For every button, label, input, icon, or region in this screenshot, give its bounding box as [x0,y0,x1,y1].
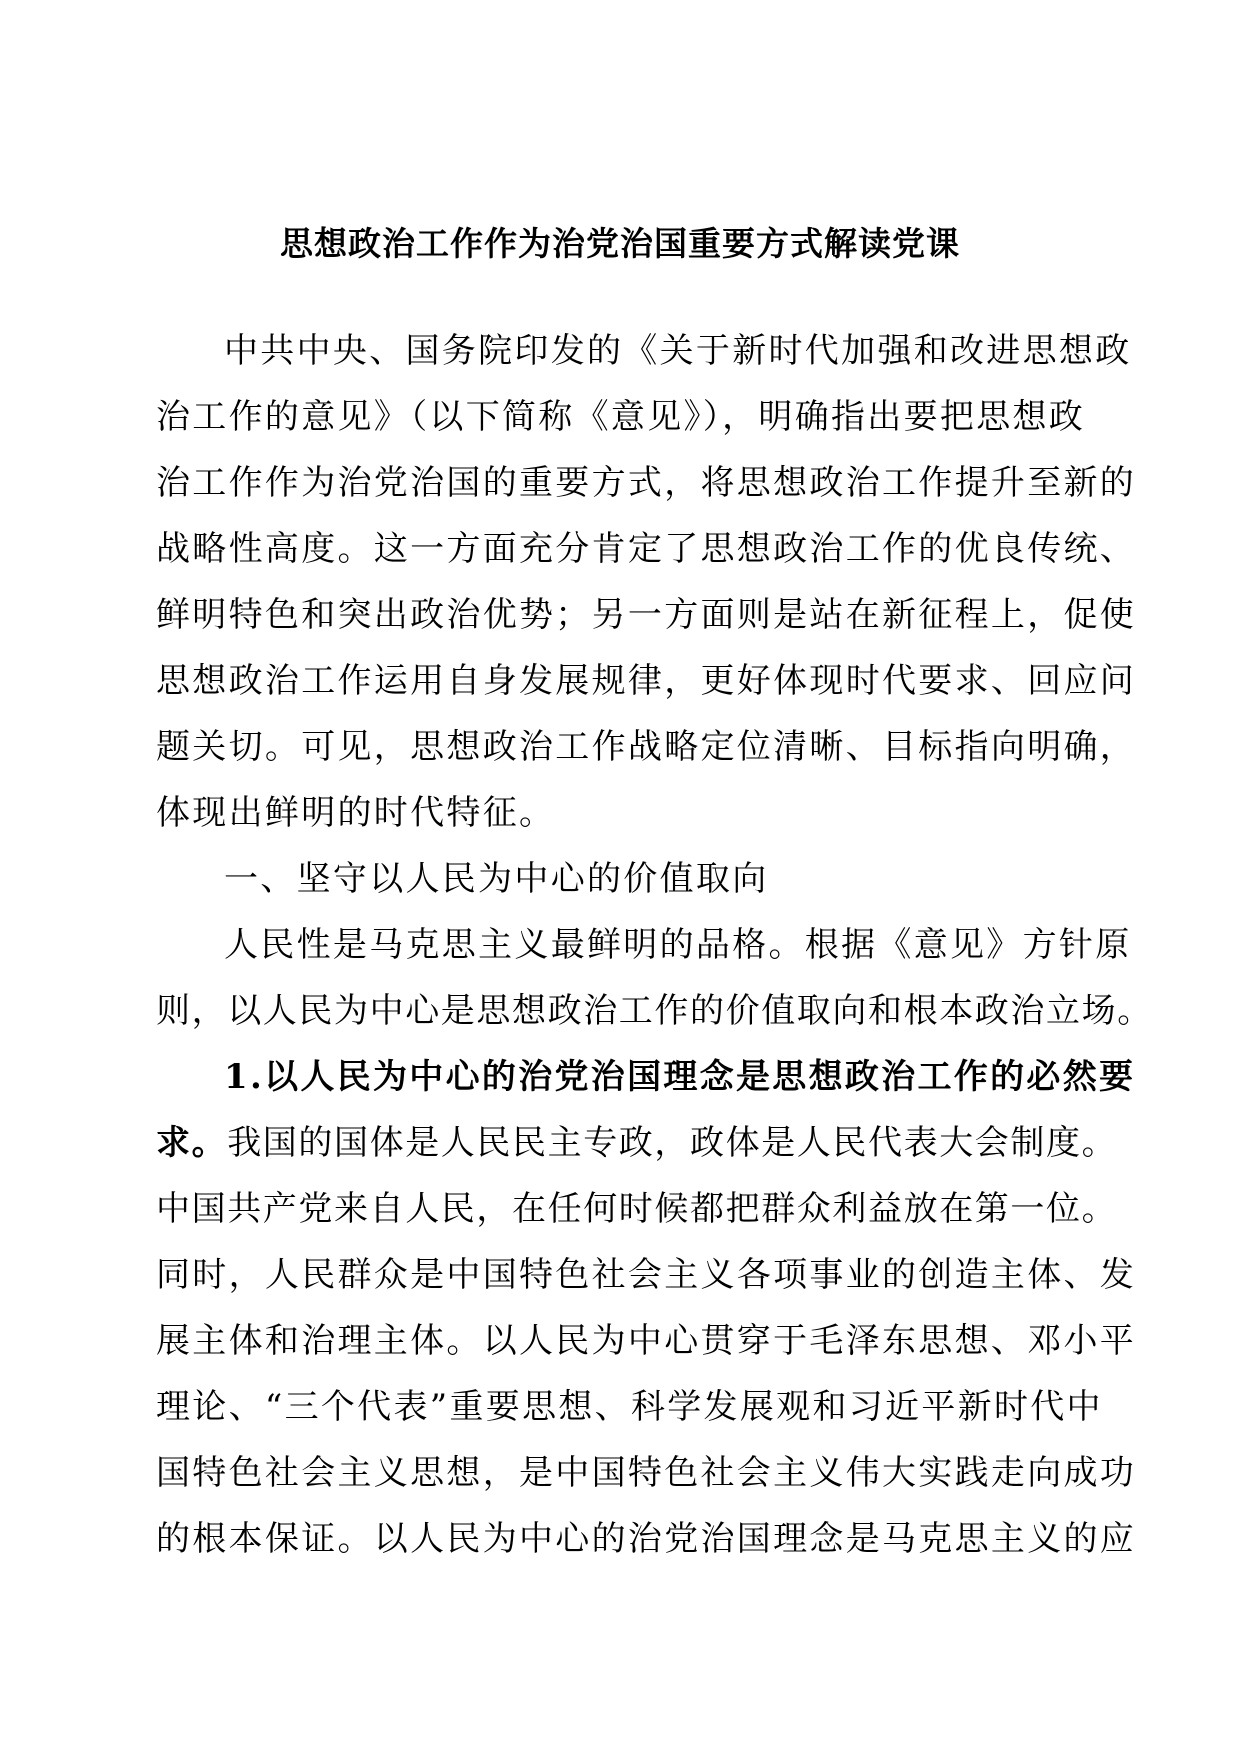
document-body [156,318,1153,1572]
paragraph-line: 理论、“三个代表”重要思想、科学发展观和习近平新时代中 [156,1387,1103,1427]
subsection-heading: 1.以人民为中心的治党治国理念是思想政治工作的必然要 [224,1057,1136,1097]
paragraph-text: 我国的国体是人民民主专政，政体是人民代表大会制度。 [227,1123,1118,1163]
paragraph-line: 同时，人民群众是中国特色社会主义各项事业的创造主体、发 [156,1255,1137,1295]
paragraph-line: 鲜明特色和突出政治优势；另一方面则是站在新征程上，促使 [156,595,1137,635]
paragraph-line: 中共中央、国务院印发的《关于新时代加强和改进思想政 [224,331,1132,371]
paragraph-line: 人民性是马克思主义最鲜明的品格。根据《意见》方针原 [224,925,1132,965]
paragraph-line: 体现出鲜明的时代特征。 [156,793,556,833]
paragraph-line: 思想政治工作运用自身发展规律，更好体现时代要求、回应问 [156,661,1137,701]
paragraph-line: 治工作作为治党治国的重要方式，将思想政治工作提升至新的 [156,463,1137,503]
paragraph-line [156,1110,1118,1176]
paragraph-line: 治工作的意见》（以下简称《意见》），明确指出要把思想政 [156,397,1086,437]
paragraph-line: 题关切。可见，思想政治工作战略定位清晰、目标指向明确， [156,727,1137,767]
subsection-heading-end: 求。 [156,1123,228,1163]
paragraph-line: 的根本保证。以人民为中心的治党治国理念是马克思主义的应 [156,1519,1137,1559]
document-title: 思想政治工作作为治党治国重要方式解读党课 [280,224,960,263]
paragraph-line: 中国共产党来自人民，在任何时候都把群众利益放在第一位。 [156,1189,1118,1229]
section-heading: 一、坚守以人民为中心的价值取向 [224,859,769,899]
paragraph-line: 展主体和治理主体。以人民为中心贯穿于毛泽东思想、邓小平 [156,1321,1137,1361]
paragraph-line: 战略性高度。这一方面充分肯定了思想政治工作的优良传统、 [156,529,1137,569]
paragraph-line: 则，以人民为中心是思想政治工作的价值取向和根本政治立场。 [156,991,1153,1031]
paragraph-line: 国特色社会主义思想，是中国特色社会主义伟大实践走向成功 [156,1453,1137,1493]
